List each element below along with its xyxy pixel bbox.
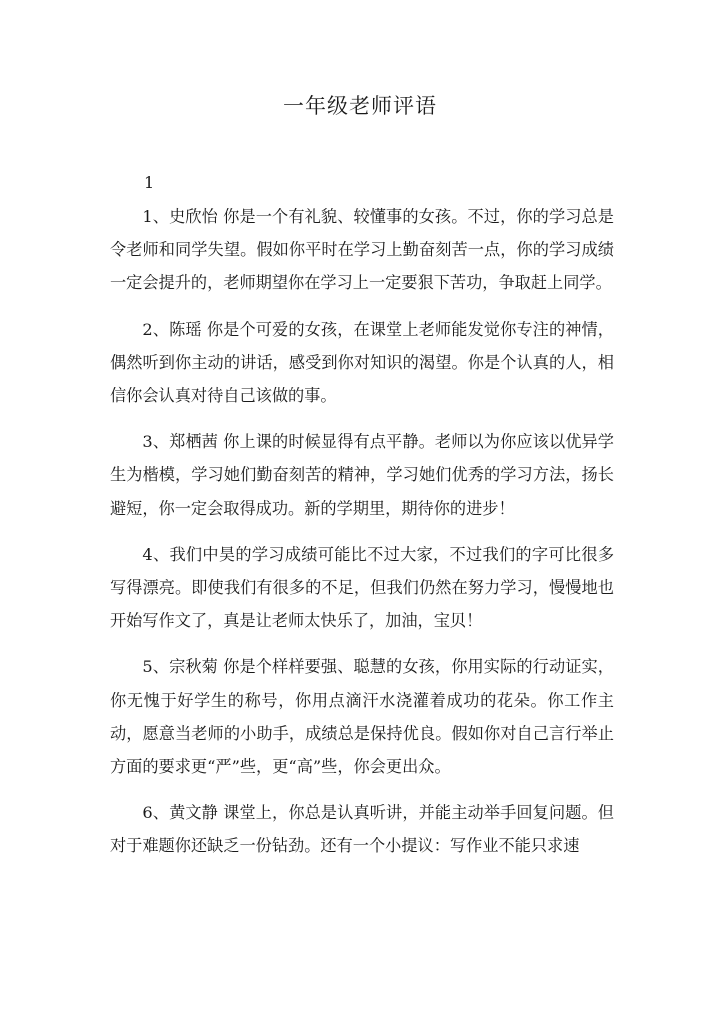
- paragraph-3: 3、郑栖茜 你上课的时候显得有点平静。老师以为你应该以优异学生为楷模，学习她们勤奋刻苦的精神，学习她们优秀的学习方法，扬长避短，你一定会取得成功。新的学期里，期待你的进步！: [110, 432, 614, 518]
- paragraph-4: 4、我们中昊的学习成绩可能比不过大家，不过我们的字可比很多写得漂亮。即使我们有很多的不足，但我们仍然在努力学习，慢慢地也开始写作文了，真是让老师太快乐了，加油，宝贝！: [110, 544, 614, 631]
- document-body: [110, 200, 614, 876]
- paragraph-1: 1、史欣怡 你是一个有礼貌、较懂事的女孩。不过，你的学习总是令老师和同学失望。假如你平时在学习上勤奋刻苦一点，你的学习成绩一定会提升的，老师期望你在学习上一定要狠下苦功，争取赶上同学。: [110, 207, 614, 293]
- paragraph-5: 5、宗秋菊 你是个样样要强、聪慧的女孩，你用实际的行动证实，你无愧于好学生的称号，你用点滴汗水浇灌着成功的花朵。你工作主动，愿意当老师的小助手，成绩总是保持优良。假如你对自己言行举止方面的要求更“严”些，更“高”些，你会更出众。: [110, 657, 614, 777]
- document-title: 一年级老师评语: [283, 94, 437, 118]
- section-number: 1: [144, 173, 155, 192]
- paragraph-2: 2、陈瑶 你是个可爱的女孩，在课堂上老师能发觉你专注的神情，偶然听到你主动的讲话，感受到你对知识的渴望。你是个认真的人，相信你会认真对待自己该做的事。: [110, 319, 614, 406]
- paragraph-6: 6、黄文静 课堂上，你总是认真听讲，并能主动举手回复问题。但对于难题你还缺乏一份钻劲。还有一个小提议：写作业不能只求速: [110, 803, 614, 856]
